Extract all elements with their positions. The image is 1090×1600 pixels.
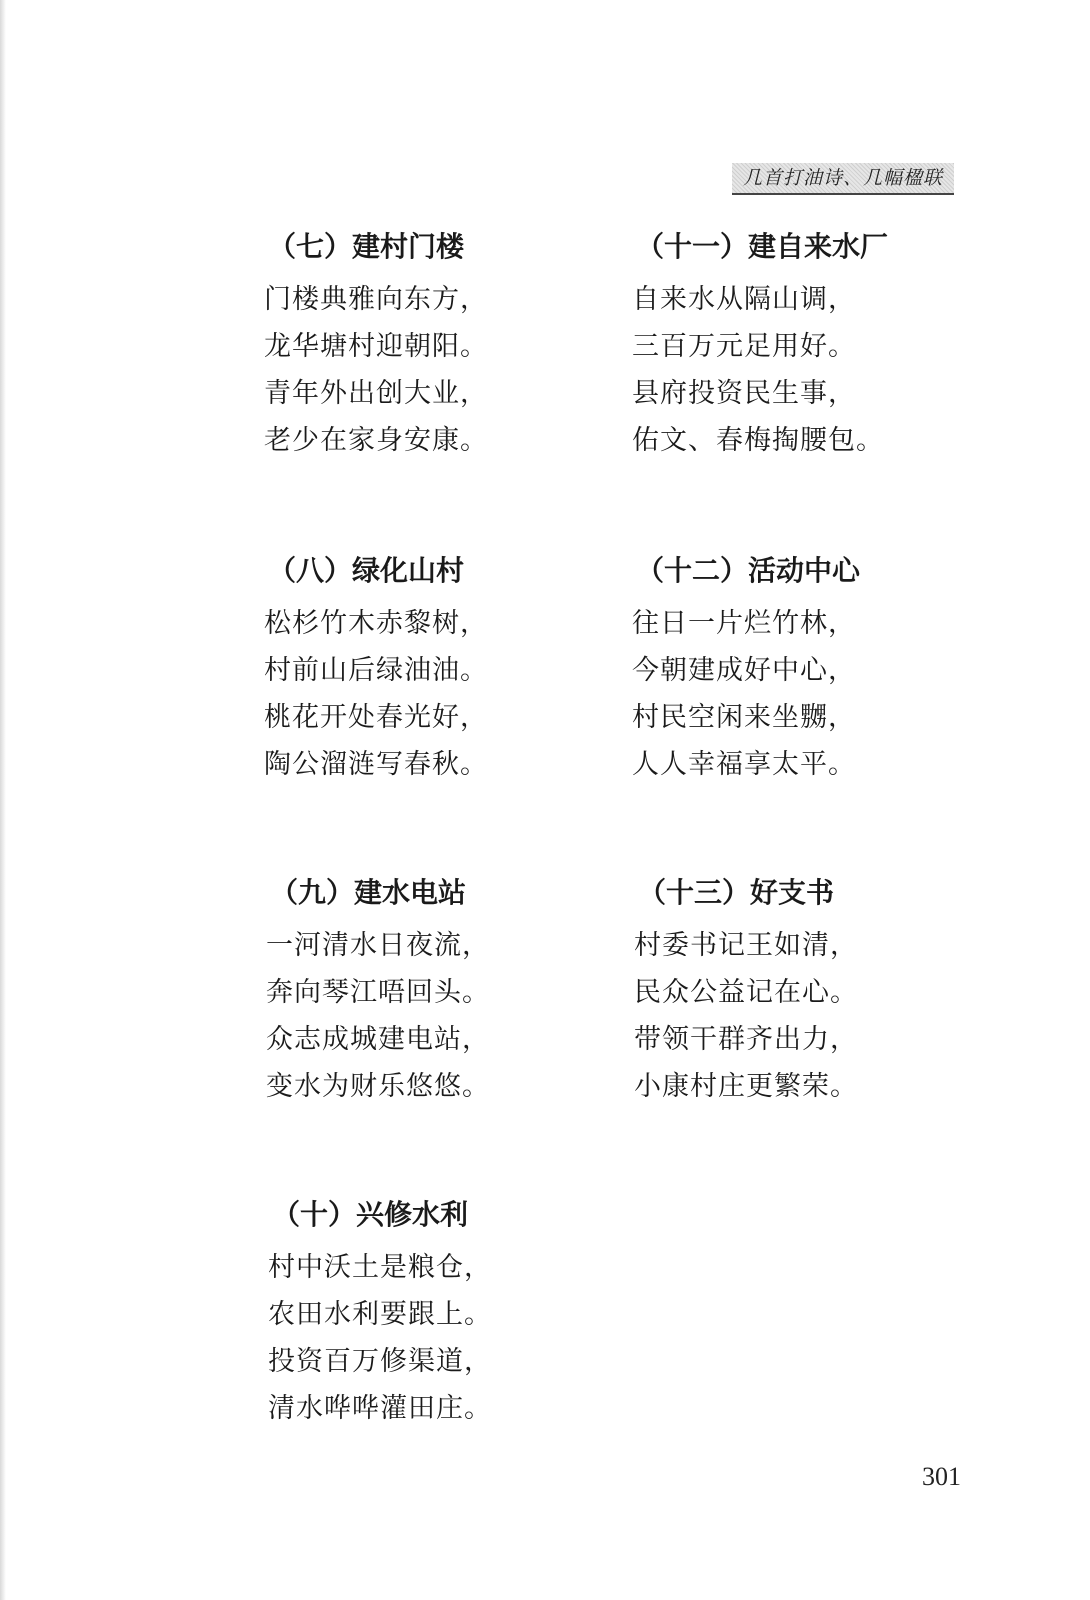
poem-title: （十三）好支书 <box>638 876 835 909</box>
poem-line: 自来水从隔山调， <box>632 284 856 315</box>
poem-line: 门楼典雅向东方， <box>264 284 488 315</box>
poem-line: 县府投资民生事， <box>632 378 856 409</box>
poem-10 <box>268 1198 598 1432</box>
poem-line: 老少在家身安康。 <box>264 425 488 456</box>
poem-line: 村中沃土是粮仓， <box>268 1252 492 1283</box>
poem-line: 村民空闲来坐嬲， <box>632 702 856 733</box>
poem-line: 清水哗哗灌田庄。 <box>268 1393 492 1424</box>
poem-13 <box>634 876 964 1110</box>
poem-line: 众志成城建电站， <box>266 1024 490 1055</box>
poem-title: （十）兴修水利 <box>272 1198 469 1231</box>
poem-line: 松杉竹木赤黎树， <box>264 608 488 639</box>
poem-line: 三百万元足用好。 <box>632 331 856 362</box>
poem-line: 农田水利要跟上。 <box>268 1299 492 1330</box>
poem-7 <box>264 230 594 464</box>
poem-line: 小康村庄更繁荣。 <box>634 1071 858 1102</box>
poem-title: （十一）建自来水厂 <box>636 230 889 263</box>
poem-title: （九）建水电站 <box>270 876 467 909</box>
poem-title: （七）建村门楼 <box>268 230 465 263</box>
poem-line: 村委书记王如清， <box>634 930 858 961</box>
poem-line: 陶公溜涟写春秋。 <box>264 749 488 780</box>
poem-line: 投资百万修渠道， <box>268 1346 492 1377</box>
poem-9 <box>266 876 596 1110</box>
poem-title: （八）绿化山村 <box>268 554 465 587</box>
poem-line: 佑文、春梅掏腰包。 <box>632 425 884 456</box>
scan-edge <box>0 0 6 1600</box>
poem-12 <box>632 554 962 788</box>
running-header: 几首打油诗、几幅楹联 <box>732 163 954 195</box>
poem-8 <box>264 554 594 788</box>
poem-line: 民众公益记在心。 <box>634 977 858 1008</box>
poem-line: 今朝建成好中心， <box>632 655 856 686</box>
poem-line: 往日一片烂竹林， <box>632 608 856 639</box>
poem-line: 奔向琴江唔回头。 <box>266 977 490 1008</box>
poem-line: 桃花开处春光好， <box>264 702 488 733</box>
poem-11 <box>632 230 962 464</box>
page-number: 301 <box>922 1462 961 1491</box>
poem-line: 村前山后绿油油。 <box>264 655 488 686</box>
poem-line: 龙华塘村迎朝阳。 <box>264 331 488 362</box>
poem-title: （十二）活动中心 <box>636 554 861 587</box>
poem-line: 青年外出创大业， <box>264 378 488 409</box>
poem-line: 人人幸福享太平。 <box>632 749 856 780</box>
poem-line: 变水为财乐悠悠。 <box>266 1071 490 1102</box>
poem-line: 一河清水日夜流， <box>266 930 490 961</box>
poem-line: 带领干群齐出力， <box>634 1024 858 1055</box>
